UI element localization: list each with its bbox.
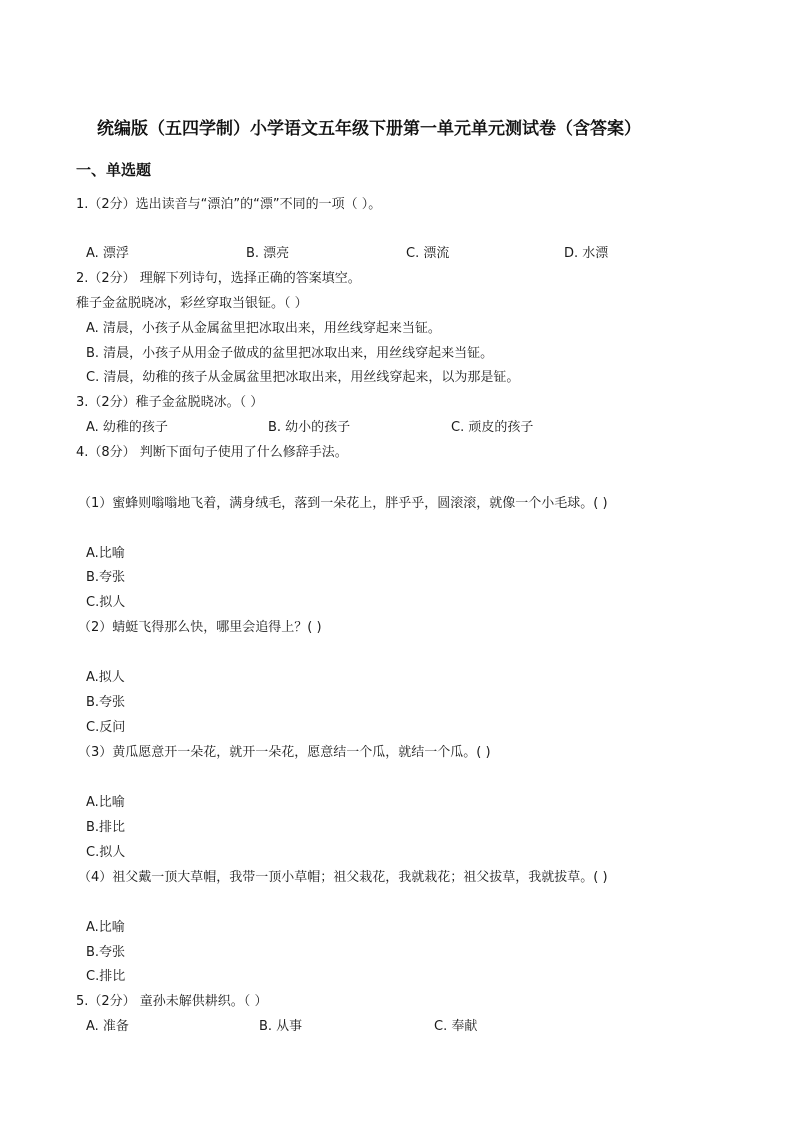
question-4-sub-3-option-a[interactable]: A.比喻: [86, 795, 125, 810]
question-1-option-a[interactable]: A. 漂浮: [86, 246, 129, 261]
question-4-sub-1-option-a[interactable]: A.比喻: [86, 546, 125, 561]
question-5-option-a[interactable]: A. 准备: [86, 1019, 129, 1034]
question-4-sub-3-option-b[interactable]: B.排比: [86, 820, 126, 835]
question-4-sub-2-stem: （2）蜻蜓飞得那么快，哪里会追得上？( ): [78, 620, 322, 635]
question-4-sub-2-option-c[interactable]: C.反问: [86, 720, 126, 735]
question-3-stem: 3.（2分）稚子金盆脱晓冰。（ ）: [76, 395, 264, 410]
question-3-option-a[interactable]: A. 幼稚的孩子: [86, 420, 168, 435]
question-1-option-c[interactable]: C. 漂流: [406, 246, 450, 261]
question-1-option-d[interactable]: D. 水漂: [564, 246, 609, 261]
question-5-stem: 5.（2分） 童孙未解供耕织。（ ）: [76, 994, 268, 1009]
question-2-option-c[interactable]: C. 清晨，幼稚的孩子从金属盆里把冰取出来，用丝线穿起来，以为那是钲。: [86, 370, 520, 385]
question-4-sub-2-option-b[interactable]: B.夸张: [86, 695, 126, 710]
question-2-poem: 稚子金盆脱晓冰，彩丝穿取当银钲。（ ）: [76, 296, 308, 311]
question-3-option-c[interactable]: C. 顽皮的孩子: [451, 420, 534, 435]
question-3-option-b[interactable]: B. 幼小的孩子: [268, 420, 351, 435]
question-4-sub-4-stem: （4）祖父戴一顶大草帽，我带一顶小草帽；祖父栽花，我就栽花；祖父拔草，我就拔草。( ): [78, 870, 608, 885]
question-2-stem: 2.（2分） 理解下列诗句，选择正确的答案填空。: [76, 271, 361, 286]
question-4-sub-3-option-c[interactable]: C.拟人: [86, 845, 126, 860]
question-2-option-a[interactable]: A. 清晨，小孩子从金属盆里把冰取出来，用丝线穿起来当钲。: [86, 321, 441, 336]
question-4-sub-4-option-a[interactable]: A.比喻: [86, 920, 125, 935]
question-4-sub-4-option-b[interactable]: B.夸张: [86, 945, 126, 960]
question-2-option-b[interactable]: B. 清晨，小孩子从用金子做成的盆里把冰取出来，用丝线穿起来当钲。: [86, 346, 494, 361]
question-4-sub-2-option-a[interactable]: A.拟人: [86, 670, 125, 685]
question-4-sub-1-option-b[interactable]: B.夸张: [86, 570, 126, 585]
page-title: 统编版（五四学制）小学语文五年级下册第一单元单元测试卷（含答案）: [97, 119, 641, 139]
question-4-sub-4-option-c[interactable]: C.排比: [86, 969, 126, 984]
question-1-stem: 1.（2分）选出读音与“漂泊”的“漂”不同的一项（ ）。: [76, 197, 382, 212]
question-1-option-b[interactable]: B. 漂亮: [246, 246, 290, 261]
question-5-option-c[interactable]: C. 奉献: [434, 1019, 478, 1034]
question-4-sub-1-stem: （1）蜜蜂则嗡嗡地飞着，满身绒毛，落到一朵花上，胖乎乎，圆滚滚，就像一个小毛球。( ): [78, 496, 608, 511]
question-4-sub-1-option-c[interactable]: C.拟人: [86, 595, 126, 610]
section-heading: 一、单选题: [76, 161, 152, 179]
question-5-option-b[interactable]: B. 从事: [259, 1019, 303, 1034]
question-4-stem: 4.（8分） 判断下面句子使用了什么修辞手法。: [76, 445, 348, 460]
question-4-sub-3-stem: （3）黄瓜愿意开一朵花，就开一朵花，愿意结一个瓜，就结一个瓜。( ): [78, 745, 491, 760]
